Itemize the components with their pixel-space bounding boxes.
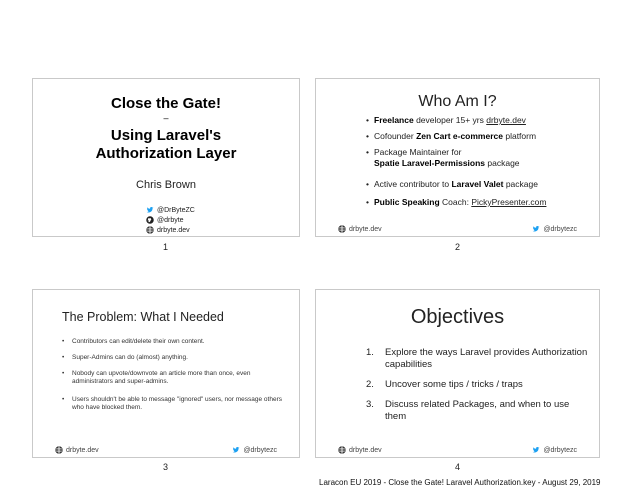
slide-3-the-problem[interactable] (32, 289, 300, 458)
globe-icon (338, 446, 346, 454)
twitter-icon (146, 206, 154, 214)
slide-title: Who Am I? (418, 93, 497, 110)
title-line-2: Using Laravel's (110, 127, 222, 144)
slide-footer-website (55, 446, 99, 454)
globe-icon (338, 225, 346, 233)
footer-twitter-text: @drbytezc (543, 446, 577, 454)
bullet-item: • Nobody can upvote/downvote an article more than once, even administrators and super-admins. (62, 370, 292, 386)
title-line-3: Authorization Layer (95, 145, 237, 162)
objective-item (366, 347, 591, 371)
slide-title: Objectives (410, 306, 505, 328)
bullet-text: developer 15+ yrs (413, 115, 487, 125)
bullet-text: Package Maintainer for (374, 147, 462, 157)
bullet-text: Super-Admins can do (almost) anything. (72, 354, 188, 361)
bullet-bold: Laravel Valet (451, 179, 504, 189)
title-line-1: Close the Gate! (110, 95, 222, 112)
slide-footer-twitter (532, 446, 577, 454)
bullet-maintainer: • Package Maintainer for Spatie Laravel-Permissions package (366, 147, 520, 168)
contact-github-text: @drbyte (157, 216, 184, 224)
globe-icon (55, 446, 63, 454)
bullet-bold: Public Speaking (374, 197, 440, 207)
twitter-icon (532, 225, 540, 233)
bullet-text: Active contributor to (374, 179, 452, 189)
drbyte-link[interactable]: drbyte.dev (486, 115, 526, 125)
pickypresenter-link[interactable]: PickyPresenter.com (471, 197, 547, 207)
contact-website-text: drbyte.dev (157, 226, 190, 234)
objective-text: Uncover some tips / tricks / traps (385, 379, 523, 390)
bullet-text: Nobody can upvote/downvote an article more than once, even administrators and super-admins. (72, 370, 251, 385)
footer-twitter-text: @drbytezc (243, 446, 277, 454)
slide-footer-website (338, 446, 382, 454)
bullet-bold: Spatie Laravel-Permissions (374, 158, 486, 168)
contact-website (146, 225, 195, 235)
bullet-item: • Users shouldn't be able to message "ignored" users, nor message others who have blocked them. (62, 396, 292, 412)
slide-1-title[interactable] (32, 78, 300, 237)
objective-number: 1. (366, 347, 374, 358)
slide-title: The Problem: What I Needed (62, 310, 224, 324)
page-number: 2 (455, 242, 461, 252)
bullet-freelance: • Freelance developer 15+ yrs drbyte.dev (366, 115, 526, 125)
objective-text: Discuss related Packages, and when to use them (385, 399, 570, 422)
objective-number: 2. (366, 379, 374, 390)
bullet-item: • Super-Admins can do (almost) anything. (62, 354, 292, 362)
contact-twitter (146, 205, 195, 215)
page-number: 1 (163, 242, 169, 252)
bullet-bold: Freelance (374, 115, 414, 125)
objective-text: Explore the ways Laravel provides Authorization capabilities (385, 347, 588, 370)
footer-website-text: drbyte.dev (349, 446, 382, 454)
globe-icon (146, 226, 154, 234)
bullet-tail: package (485, 158, 520, 168)
author-name: Chris Brown (136, 179, 196, 191)
slide-footer-website (338, 225, 382, 233)
page-number: 4 (455, 462, 461, 472)
slide-footer-twitter (532, 225, 577, 233)
page-number: 3 (163, 462, 169, 472)
bullet-speaking: • Public Speaking Coach: PickyPresenter.com (366, 197, 547, 207)
contact-list (146, 205, 195, 235)
bullet-text: Cofounder (374, 131, 417, 141)
document-caption: Laracon EU 2019 - Close the Gate! Laravel Authorization.key - August 29, 2019 (319, 478, 601, 487)
objective-item (366, 379, 591, 391)
contact-github (146, 215, 195, 225)
twitter-icon (232, 446, 240, 454)
slide-4-objectives[interactable] (315, 289, 600, 458)
footer-website-text: drbyte.dev (66, 446, 99, 454)
bullet-contributor: • Active contributor to Laravel Valet package (366, 179, 538, 189)
bullet-text: Coach: (439, 197, 472, 207)
footer-website-text: drbyte.dev (349, 225, 382, 233)
title-dash: – (163, 113, 169, 123)
slide-footer-twitter (232, 446, 277, 454)
bullet-item: • Contributors can edit/delete their own content. (62, 338, 292, 346)
footer-twitter-text: @drbytezc (543, 225, 577, 233)
bullet-bold: Zen Cart e-commerce (416, 131, 503, 141)
bullet-cofounder: • Cofounder Zen Cart e-commerce platform (366, 131, 537, 141)
objective-item (366, 399, 591, 423)
twitter-icon (532, 446, 540, 454)
objective-number: 3. (366, 399, 374, 410)
title-subtitle (33, 127, 299, 163)
slide-2-who-am-i[interactable] (315, 78, 600, 237)
bullet-text: Contributors can edit/delete their own content. (72, 338, 205, 345)
bullet-tail: platform (502, 131, 537, 141)
contact-twitter-text: @DrByteZC (157, 206, 195, 214)
github-icon (146, 216, 154, 224)
bullet-text: Users shouldn't be able to message "ignored" users, nor message others who have blocked them. (72, 396, 282, 411)
bullet-tail: package (503, 179, 538, 189)
